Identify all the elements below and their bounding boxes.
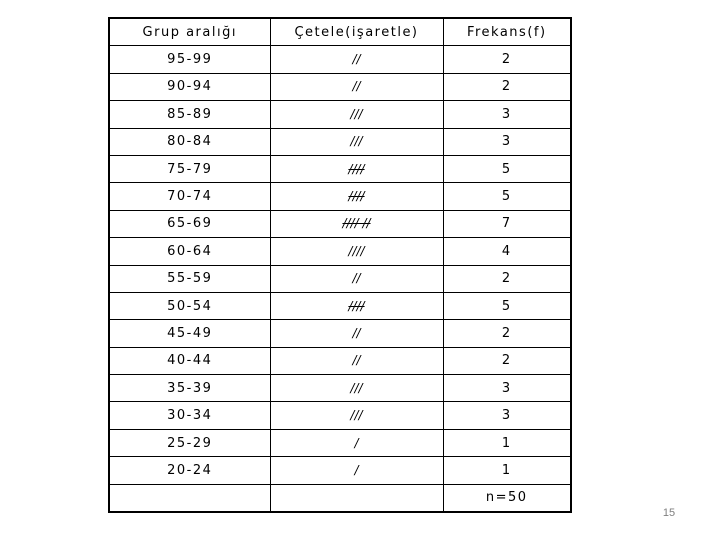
tally-cell bbox=[270, 183, 443, 210]
tally-cell bbox=[270, 155, 443, 182]
page-number: 15 bbox=[662, 507, 676, 519]
tally-marks: // bbox=[352, 271, 361, 286]
group-interval-cell: 95-99 bbox=[109, 46, 270, 73]
table-row bbox=[109, 155, 571, 182]
tally-marks: // bbox=[352, 52, 361, 67]
tally-marks: // bbox=[352, 79, 361, 94]
table-row bbox=[109, 101, 571, 128]
frequency-cell: 1 bbox=[443, 429, 571, 456]
frequency-cell: 3 bbox=[443, 402, 571, 429]
tally-marks: /// bbox=[350, 380, 363, 395]
tally-marks: / bbox=[354, 462, 359, 477]
frequency-cell: 1 bbox=[443, 457, 571, 484]
table-row bbox=[109, 320, 571, 347]
tally-cell bbox=[270, 238, 443, 265]
table-body bbox=[109, 46, 571, 484]
frequency-cell: 2 bbox=[443, 320, 571, 347]
tally-cell bbox=[270, 457, 443, 484]
table-row bbox=[109, 457, 571, 484]
frequency-cell: 3 bbox=[443, 375, 571, 402]
frequency-cell: 3 bbox=[443, 128, 571, 155]
tally-marks: //// bbox=[348, 189, 365, 204]
tally-marks: / bbox=[354, 435, 359, 450]
table-row bbox=[109, 375, 571, 402]
tally-marks: //// bbox=[348, 161, 365, 176]
group-interval-cell: 75-79 bbox=[109, 155, 270, 182]
tally-marks: //// bbox=[348, 243, 365, 258]
total-empty-cell bbox=[109, 484, 270, 512]
group-interval-cell: 65-69 bbox=[109, 210, 270, 237]
tally-marks: // bbox=[352, 325, 361, 340]
group-interval-cell: 80-84 bbox=[109, 128, 270, 155]
tally-cell bbox=[270, 210, 443, 237]
tally-marks: //// // bbox=[342, 216, 371, 231]
total-empty-cell bbox=[270, 484, 443, 512]
tally-cell bbox=[270, 128, 443, 155]
header-tally: Çetele(işaretle) bbox=[270, 18, 443, 46]
table-row bbox=[109, 292, 571, 319]
table-row bbox=[109, 46, 571, 73]
tally-marks: //// bbox=[348, 298, 365, 313]
group-interval-cell: 90-94 bbox=[109, 73, 270, 100]
tally-cell bbox=[270, 320, 443, 347]
frequency-cell: 2 bbox=[443, 265, 571, 292]
header-frequency: Frekans(f) bbox=[443, 18, 571, 46]
table-row bbox=[109, 183, 571, 210]
table-header-row bbox=[109, 18, 571, 46]
tally-cell bbox=[270, 73, 443, 100]
total-n-cell: n=50 bbox=[443, 484, 571, 512]
tally-marks: /// bbox=[350, 408, 363, 423]
group-interval-cell: 20-24 bbox=[109, 457, 270, 484]
group-interval-cell: 40-44 bbox=[109, 347, 270, 374]
frequency-cell: 5 bbox=[443, 155, 571, 182]
table-row bbox=[109, 429, 571, 456]
tally-cell bbox=[270, 46, 443, 73]
frequency-cell: 5 bbox=[443, 292, 571, 319]
tally-cell bbox=[270, 292, 443, 319]
tally-cell bbox=[270, 402, 443, 429]
group-interval-cell: 35-39 bbox=[109, 375, 270, 402]
frequency-cell: 3 bbox=[443, 101, 571, 128]
group-interval-cell: 50-54 bbox=[109, 292, 270, 319]
table-row bbox=[109, 347, 571, 374]
table-total-row bbox=[109, 484, 571, 512]
frequency-cell: 5 bbox=[443, 183, 571, 210]
table-row bbox=[109, 265, 571, 292]
group-interval-cell: 45-49 bbox=[109, 320, 270, 347]
group-interval-cell: 25-29 bbox=[109, 429, 270, 456]
table-row bbox=[109, 73, 571, 100]
table-row bbox=[109, 128, 571, 155]
tally-marks: // bbox=[352, 353, 361, 368]
frequency-cell: 2 bbox=[443, 73, 571, 100]
tally-cell bbox=[270, 265, 443, 292]
tally-marks: /// bbox=[350, 106, 363, 121]
group-interval-cell: 60-64 bbox=[109, 238, 270, 265]
tally-cell bbox=[270, 101, 443, 128]
table-row bbox=[109, 210, 571, 237]
tally-cell bbox=[270, 429, 443, 456]
frequency-cell: 2 bbox=[443, 347, 571, 374]
group-interval-cell: 55-59 bbox=[109, 265, 270, 292]
group-interval-cell: 30-34 bbox=[109, 402, 270, 429]
frequency-table bbox=[108, 17, 572, 513]
frequency-cell: 7 bbox=[443, 210, 571, 237]
tally-cell bbox=[270, 375, 443, 402]
frequency-cell: 4 bbox=[443, 238, 571, 265]
group-interval-cell: 85-89 bbox=[109, 101, 270, 128]
tally-cell bbox=[270, 347, 443, 374]
header-group-interval: Grup aralığı bbox=[109, 18, 270, 46]
tally-marks: /// bbox=[350, 134, 363, 149]
table-row bbox=[109, 238, 571, 265]
frequency-cell: 2 bbox=[443, 46, 571, 73]
table-row bbox=[109, 402, 571, 429]
group-interval-cell: 70-74 bbox=[109, 183, 270, 210]
